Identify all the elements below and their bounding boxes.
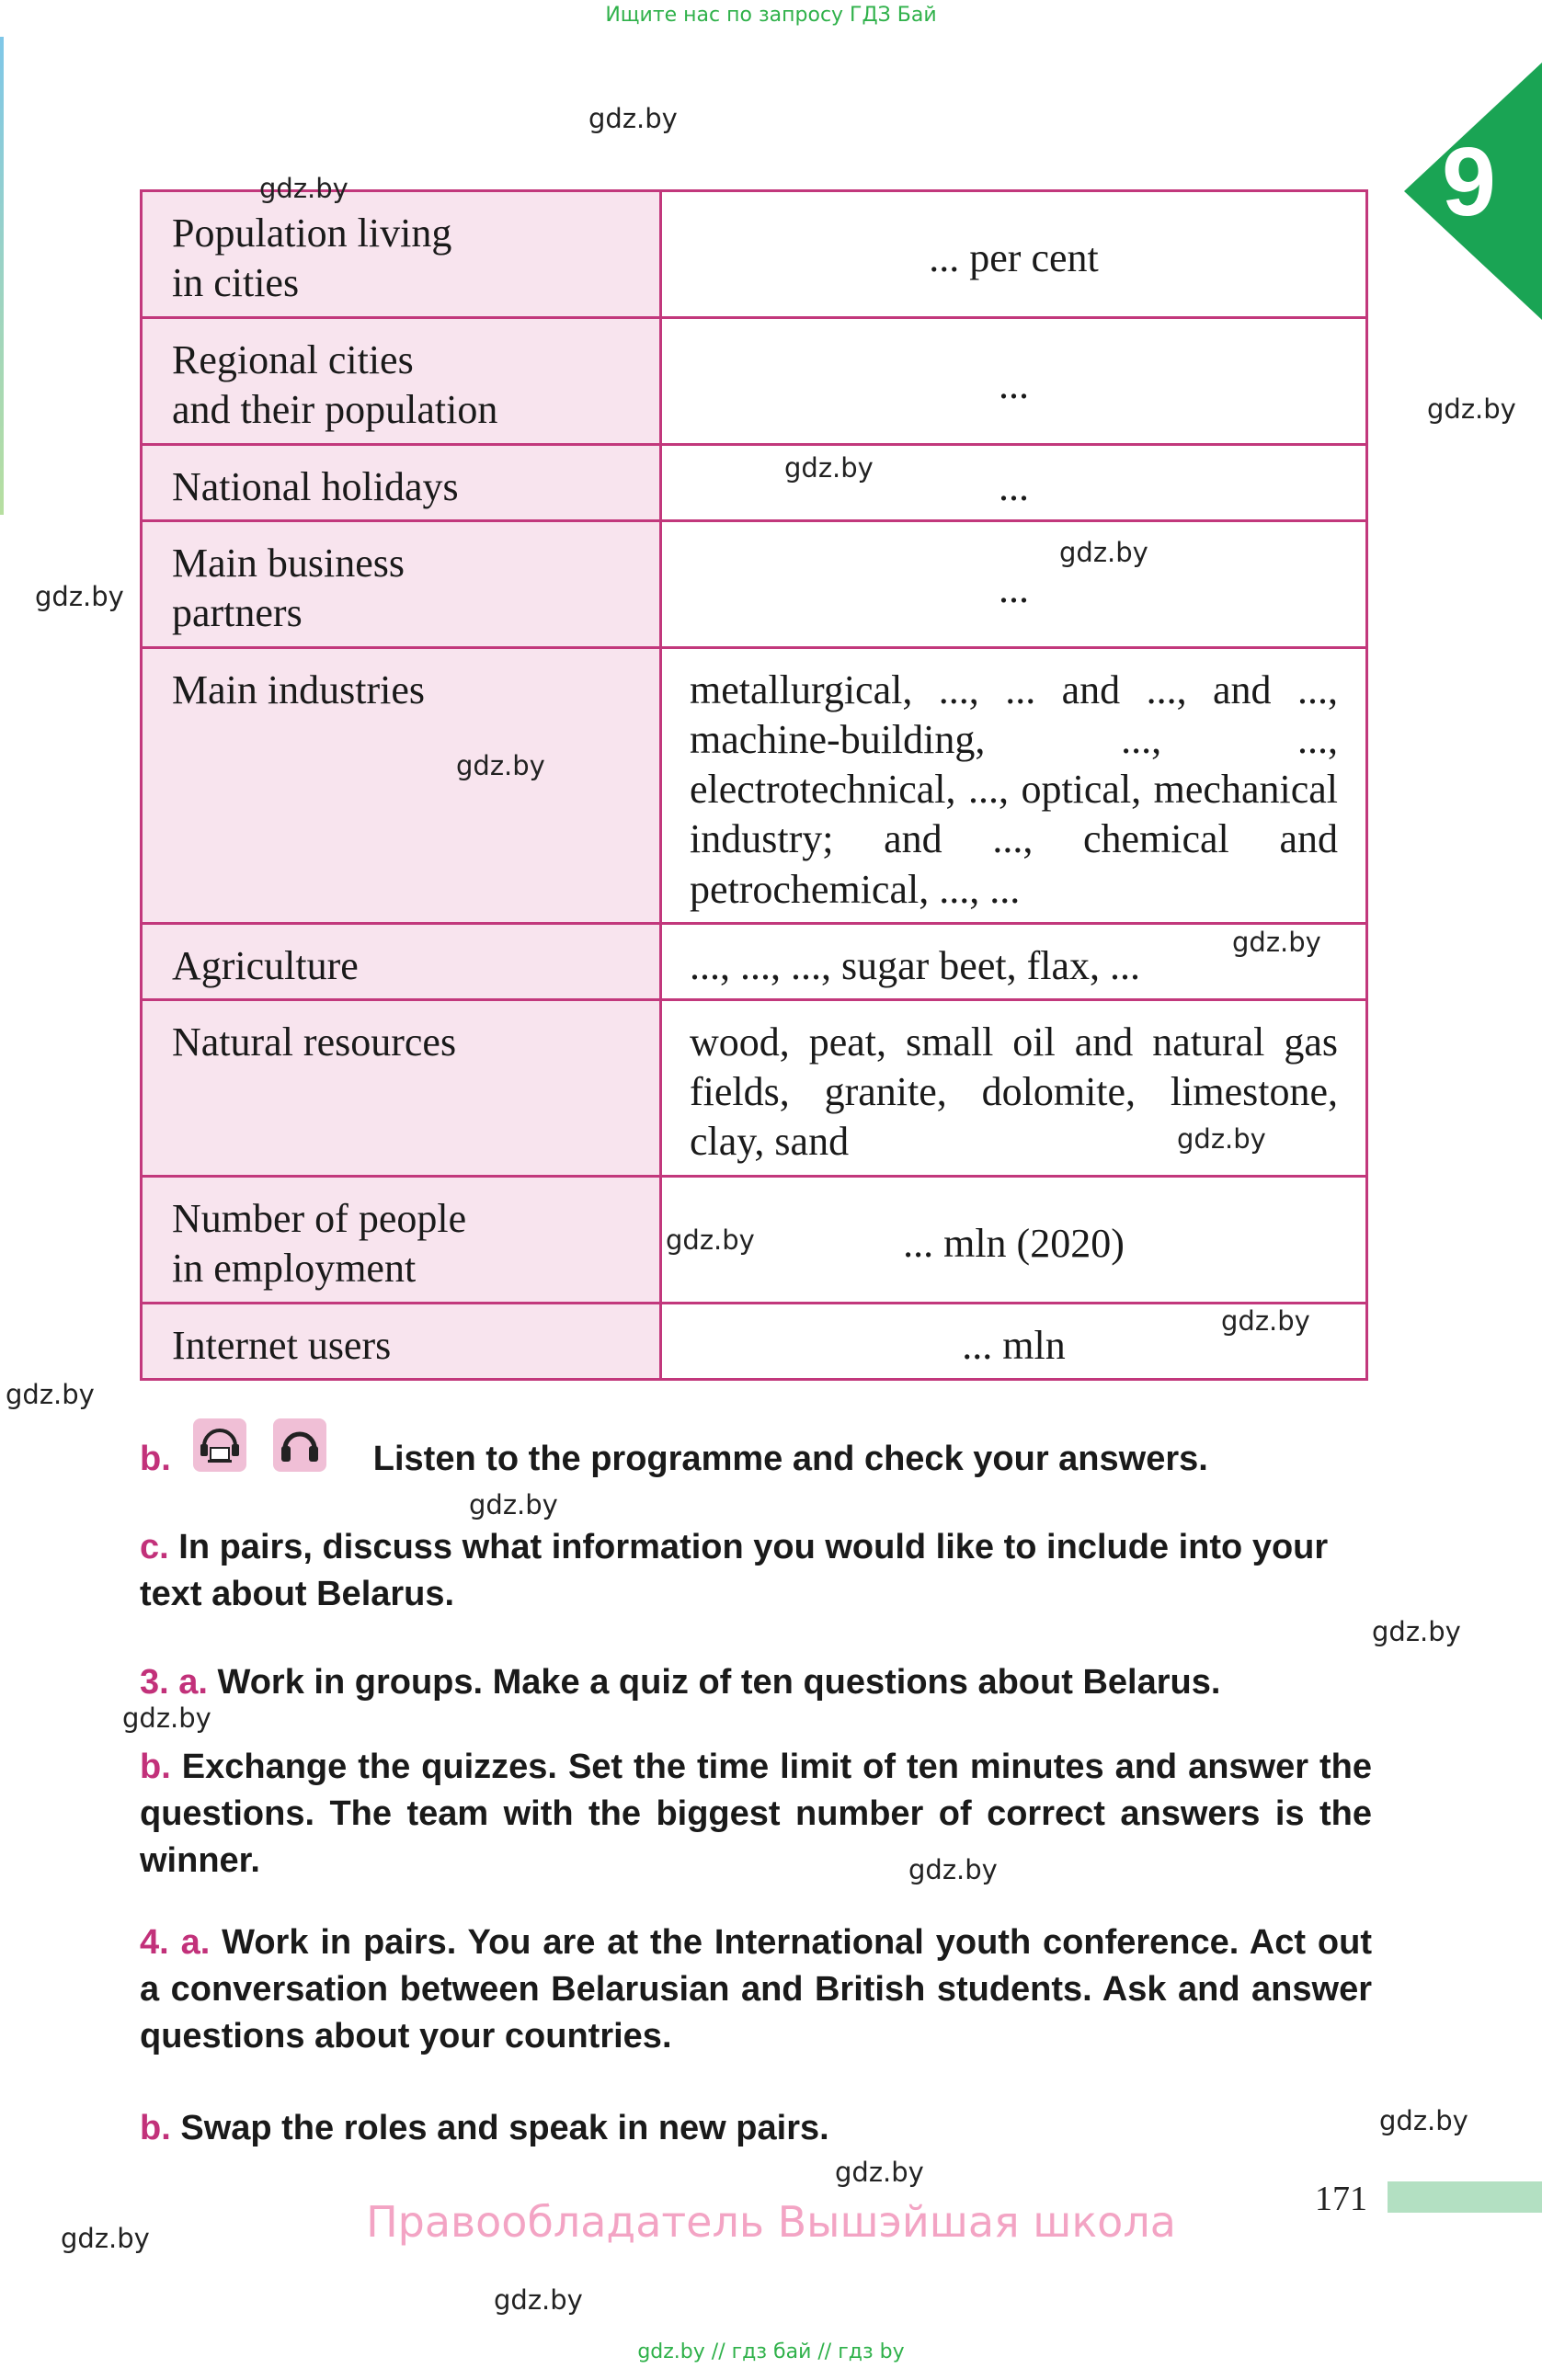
row-value: ... [661,521,1367,648]
watermark: gdz.by [908,1854,998,1885]
left-color-strip [0,37,4,515]
row-value: ... [661,445,1367,521]
row-value: metallurgical, ..., ... and ..., and ..., machine-building, ..., ..., electrotechnical, ..., optical, mechanical industry; and ..., chemical and petrochemical, ..., ... [661,648,1367,924]
row-value: ... [661,318,1367,445]
row-value: ... per cent [661,191,1367,318]
row-value: ... mln (2020) [661,1176,1367,1303]
row-key: Regional cities and their population [142,318,661,445]
watermark: gdz.by [122,1702,211,1734]
watermark: gdz.by [784,452,874,484]
table-row [142,191,1367,318]
table-row [142,521,1367,648]
unit-number: 9 [1442,128,1496,236]
task-4b: b. Swap the roles and speak in new pairs. [140,2109,829,2147]
page-number: 171 [1315,2180,1367,2218]
watermark: gdz.by [1372,1616,1461,1647]
row-key: Number of people in employment [142,1176,661,1303]
top-banner[interactable]: Ищите нас по запросу ГДЗ Бай [605,4,937,27]
row-value: ... mln [661,1303,1367,1379]
row-key: Agriculture [142,923,661,999]
row-value: ..., ..., ..., sugar beet, flax, ... [661,923,1367,999]
watermark: gdz.by [35,581,124,612]
watermark: gdz.by [61,2223,150,2254]
footer-links[interactable]: gdz.by // гдз бай // гдз by [637,2340,905,2363]
facts-table [140,189,1368,1381]
watermark: gdz.by [835,2157,924,2188]
task-2b: b. Listen to the programme and check your answers. [140,1440,1208,1478]
watermark: gdz.by [494,2284,583,2316]
table-row [142,1303,1367,1379]
watermark: gdz.by [259,173,348,204]
watermark: gdz.by [666,1224,755,1256]
table-row [142,318,1367,445]
row-key: Main business partners [142,521,661,648]
row-key: Main industries [142,648,661,924]
row-key: Population living in cities [142,191,661,318]
watermark: gdz.by [1177,1123,1266,1155]
watermark: gdz.by [456,750,545,781]
copyright-notice: Правообладатель Вышэйшая школа [366,2197,1176,2247]
watermark: gdz.by [1221,1305,1310,1337]
watermark: gdz.by [1232,927,1321,958]
row-value: wood, peat, small oil and natural gas fields, granite, dolomite, limestone, clay, sand [661,999,1367,1176]
row-key: National holidays [142,445,661,521]
watermark: gdz.by [1059,537,1148,568]
watermark: gdz.by [1379,2105,1468,2136]
task-2c: c. In pairs, discuss what information you would like to include into your text about Belarus. [140,1528,1329,1613]
watermark: gdz.by [588,103,678,134]
watermark: gdz.by [6,1379,95,1410]
watermark: gdz.by [1427,393,1516,425]
table-row [142,445,1367,521]
task-3b: b. Exchange the quizzes. Set the time limit of ten minutes and answer the questions. The team with the biggest number of correct answers is the winner. [140,1748,1372,1880]
row-key: Internet users [142,1303,661,1379]
table-row [142,923,1367,999]
task-4a: 4. a. Work in pairs. You are at the International youth conference. Act out a conversation between Belarusian and British students. Ask and answer questions about your countries. [140,1923,1372,2055]
watermark: gdz.by [469,1489,558,1520]
table-row [142,648,1367,924]
row-key: Natural resources [142,999,661,1176]
task-3a: 3. a. Work in groups. Make a quiz of ten questions about Belarus. [140,1663,1221,1702]
